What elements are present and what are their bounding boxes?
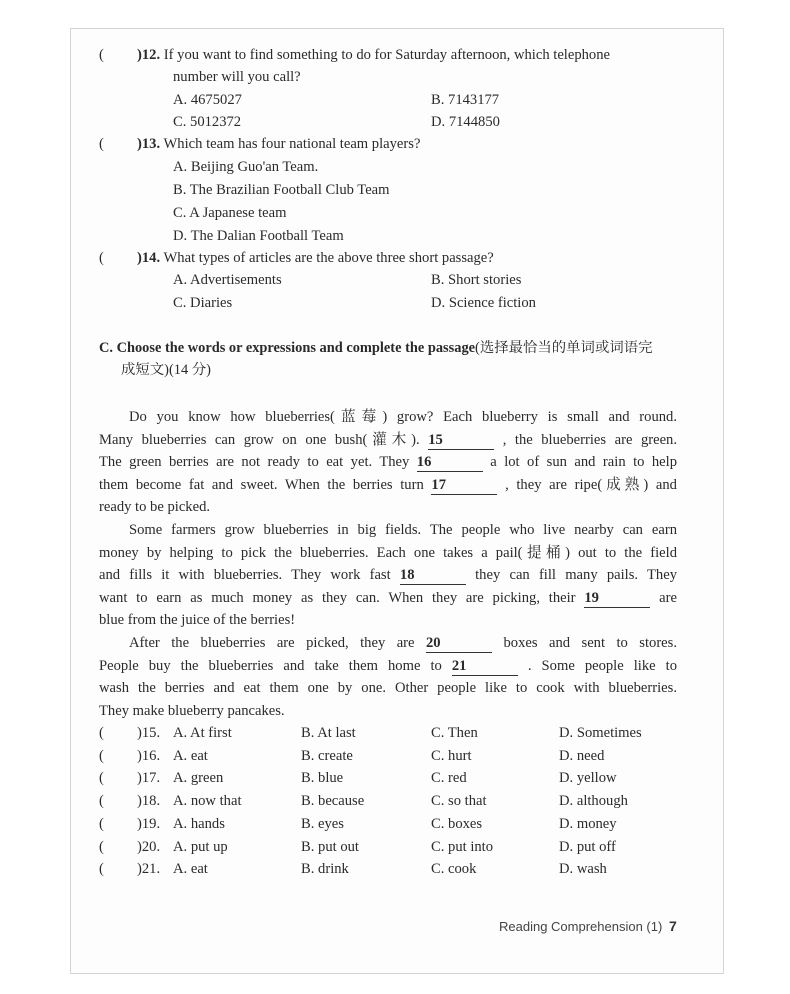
question-num: 13.	[141, 136, 161, 152]
passage-text: , they are ripe(成熟) and	[505, 476, 677, 493]
passage-line	[99, 430, 677, 450]
answer-bracket[interactable]: (	[99, 770, 104, 787]
question-num: 14.	[141, 250, 161, 266]
answer-bracket[interactable]: (	[99, 793, 104, 810]
option-b: B. drink	[301, 861, 349, 878]
passage-line	[99, 452, 677, 472]
passage-line	[99, 497, 677, 517]
option-c: C. cook	[431, 861, 477, 878]
option-b: B. At last	[301, 725, 356, 741]
footer-title: Reading Comprehension (1)	[499, 919, 663, 934]
question-text: Which team has four national team players?	[163, 136, 421, 152]
passage-text: Do you know how blueberries(蓝莓) grow? Each blueberry is small and round.	[129, 409, 677, 425]
answer-bracket[interactable]	[99, 134, 137, 154]
passage-text: The green berries are not ready to eat yet. They	[99, 454, 410, 471]
bracket-close: )	[137, 250, 142, 266]
option-b: B. blue	[301, 770, 344, 787]
option-c: C. boxes	[431, 815, 483, 832]
section-title-cn2: 成短文)(14 分)	[121, 362, 211, 378]
section-title: C. Choose the words or expressions and complete the passage	[99, 340, 476, 356]
bracket-open: (	[99, 47, 104, 63]
question-number	[137, 136, 160, 152]
page-number: 7	[669, 918, 677, 934]
passage-text: they can fill many pails. They	[475, 567, 677, 584]
blank-19[interactable]: 19	[584, 590, 650, 608]
option-a: A. eat	[173, 861, 208, 878]
option-b: B. create	[301, 747, 353, 764]
option-c: C. red	[431, 770, 467, 787]
question-text: If you want to find something to do for Saturday afternoon, which telephone	[163, 47, 611, 63]
option-a: A. At first	[173, 725, 232, 741]
blank-15[interactable]: 15	[428, 432, 494, 450]
option-a: A. 4675027	[173, 92, 242, 108]
question-12	[99, 45, 610, 65]
blank-16[interactable]: 16	[417, 454, 483, 472]
option-a: A. green	[173, 770, 224, 787]
option-c: C. A Japanese team	[173, 205, 287, 221]
option-a: A. now that	[173, 793, 242, 810]
question-text: What types of articles are the above three short passage?	[163, 250, 494, 266]
passage-text: , the blueberries are green.	[502, 431, 677, 448]
option-b: B. 7143177	[431, 92, 500, 108]
passage-line	[99, 701, 677, 721]
passage-text: want to earn as much money as they can. When they are picking, their	[99, 589, 576, 606]
blank-20[interactable]: 20	[426, 635, 492, 653]
section-c-heading-cont	[121, 360, 211, 380]
passage-text: Some farmers grow blueberries in big fields. The people who live nearby can earn	[129, 522, 677, 538]
question-number	[137, 47, 160, 63]
question-13	[99, 134, 420, 154]
section-c-heading	[99, 338, 653, 358]
passage-line	[99, 588, 677, 608]
option-a: A. put up	[173, 838, 228, 855]
option-b: B. The Brazilian Football Club Team	[173, 182, 390, 198]
passage-text: They make blueberry pancakes.	[99, 702, 285, 719]
passage-line	[99, 520, 677, 540]
option-c: C. so that	[431, 793, 487, 810]
option-d: D. money	[559, 815, 617, 832]
passage-text: Many blueberries can grow on one bush(灌木).	[99, 431, 420, 448]
option-d: D. need	[559, 747, 605, 764]
passage-text: money by helping to pick the blueberries. Each one takes a pail(提桶) out to the field	[99, 544, 677, 561]
option-c: C. 5012372	[173, 114, 242, 130]
passage-text: ready to be picked.	[99, 499, 211, 516]
bracket-close: )	[137, 47, 142, 63]
passage-text: a lot of sun and rain to help	[490, 454, 678, 471]
question-number: )16.	[137, 747, 161, 764]
passage-line	[99, 633, 677, 653]
passage-text: are	[659, 589, 677, 606]
option-d: D. 7144850	[431, 114, 500, 130]
answer-bracket[interactable]: (	[99, 725, 104, 741]
option-a: A. Advertisements	[173, 272, 282, 288]
option-d: D. Sometimes	[559, 725, 642, 741]
passage-line	[99, 610, 677, 630]
question-number: )17.	[137, 770, 161, 787]
option-d: D. yellow	[559, 770, 617, 787]
option-a: A. hands	[173, 815, 225, 832]
blank-21[interactable]: 21	[452, 658, 518, 676]
bracket-close: )	[137, 136, 142, 152]
passage-text: and fills it with blueberries. They work fast	[99, 567, 391, 584]
option-c: C. Diaries	[173, 295, 233, 311]
bracket-open: (	[99, 136, 104, 152]
option-c: C. hurt	[431, 747, 472, 764]
question-number: )21.	[137, 861, 161, 878]
passage-text: them become fat and sweet. When the berries turn	[99, 476, 424, 493]
section-title-cn: (选择最恰当的单词或词语完	[475, 340, 653, 356]
question-num: 12.	[141, 47, 161, 63]
option-b: B. put out	[301, 838, 359, 855]
option-d: D. wash	[559, 861, 607, 878]
answer-bracket[interactable]: (	[99, 815, 104, 832]
blank-18[interactable]: 18	[400, 567, 466, 585]
option-d: D. The Dalian Football Team	[173, 228, 344, 244]
passage-text: wash the berries and eat them one by one. Other people like to cook with blueberries.	[99, 680, 677, 697]
question-number: )20.	[137, 838, 161, 855]
answer-bracket[interactable]: (	[99, 838, 104, 855]
blank-17[interactable]: 17	[431, 477, 497, 495]
passage-line	[99, 656, 677, 676]
option-b: B. because	[301, 793, 365, 810]
option-a: A. eat	[173, 747, 208, 764]
answer-bracket[interactable]: (	[99, 861, 104, 878]
option-b: B. eyes	[301, 815, 344, 832]
question-number	[137, 250, 160, 266]
passage-text: blue from the juice of the berries!	[99, 612, 296, 629]
passage-line	[99, 407, 677, 427]
option-d: D. put off	[559, 838, 616, 855]
answer-bracket[interactable]	[99, 248, 137, 268]
option-d: D. Science fiction	[431, 295, 536, 311]
option-a: A. Beijing Guo'an Team.	[173, 159, 319, 175]
bracket-open: (	[99, 250, 104, 266]
passage-line	[99, 678, 677, 698]
question-14	[99, 248, 494, 268]
question-text-cont: number will you call?	[173, 69, 301, 85]
question-number: )15.	[137, 725, 161, 741]
question-number: )18.	[137, 793, 161, 810]
passage-text: People buy the blueberries and take them home to	[99, 657, 442, 674]
passage-line	[99, 565, 677, 585]
answer-bracket[interactable]	[99, 45, 137, 65]
passage-line	[99, 475, 677, 495]
passage-text: . Some people like to	[527, 657, 677, 674]
option-c: C. put into	[431, 838, 494, 855]
option-d: D. although	[559, 793, 628, 810]
option-c: C. Then	[431, 725, 478, 741]
question-number: )19.	[137, 815, 161, 832]
answer-bracket[interactable]: (	[99, 747, 104, 764]
passage-line	[99, 543, 677, 563]
option-b: B. Short stories	[431, 272, 522, 288]
passage-text: boxes and sent to stores.	[503, 635, 677, 651]
passage-text: After the blueberries are picked, they are	[129, 635, 415, 651]
